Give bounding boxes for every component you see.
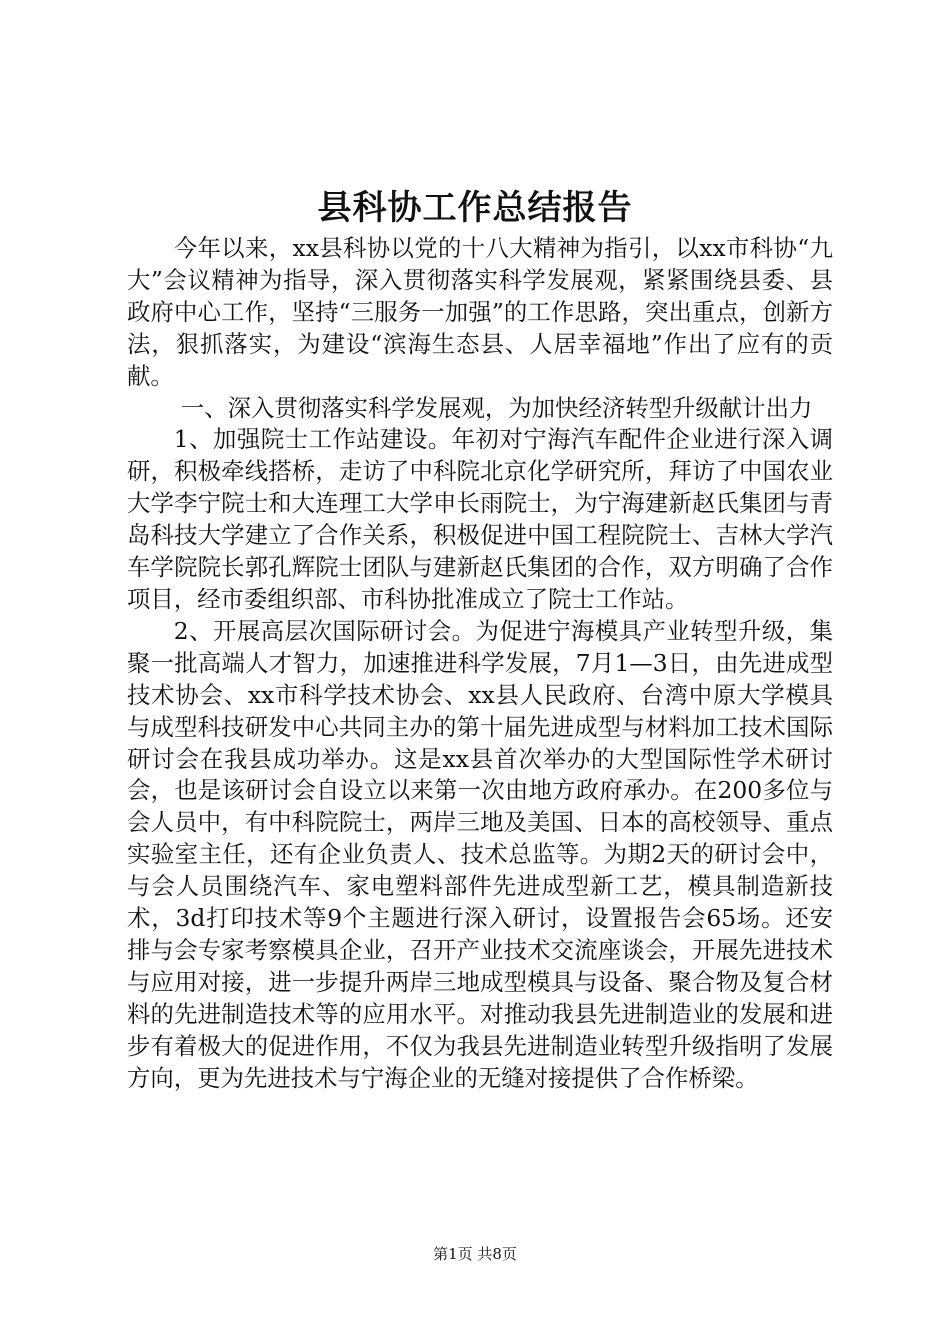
body-paragraph: 2、开展高层次国际研讨会。为促进宁海模具产业转型升级，集聚一批高端人才智力，加速推进科学发展，7月1—3日，由先进成型技术协会、xx市科学技术协会、xx县人民政府、台湾中原大学模具与成型科技研发中心共同主办的第十届先进成型与材料加工技术国际研讨会在我县成功举办。这是xx县首次举办的大型国际性学术研讨会，也是该研讨会自设立以来第一次由地方政府承办。在200多位与会人员中，有中科院院士，两岸三地及美国、日本的高校领导、重点实验室主任，还有企业负责人、技术总监等。为期2天的研讨会中，与会人员围绕汽车、家电塑料部件先进成型新工艺，模具制造新技术，3d打印技术等9个主题进行深入研讨，设置报告会65场。还安排与会专家考察模具企业，召开产业技术交流座谈会，开展先进技术与应用对接，进一步提升两岸三地成型模具与设备、聚合物及复合材料的先进制造技术等的应用水平。对推动我县先进制造业的发展和进步有着极大的促进作用，不仅为我县先进制造业转型升级指明了发展方向，更为先进技术与宁海企业的无缝对接提供了合作桥梁。 bbox=[127, 616, 833, 1092]
section-heading: 一、深入贯彻落实科学发展观，为加快经济转型升级献计出力 bbox=[180, 393, 813, 422]
document-body bbox=[127, 233, 833, 1094]
intro-paragraph: 今年以来，xx县科协以党的十八大精神为指引，以xx市科协“九大”会议精神为指导，深入贯彻落实科学发展观，紧紧围绕县委、县政府中心工作，坚持“三服务一加强”的工作思路，突出重点，创新方法，狠抓落实，为建设“滨海生态县、人居幸福地”作出了应有的贡献。 bbox=[127, 234, 833, 390]
page-number: 第1页 共8页 bbox=[433, 1245, 517, 1263]
body-paragraph: 1、加强院士工作站建设。年初对宁海汽车配件企业进行深入调研，积极牵线搭桥，走访了中科院北京化学研究所，拜访了中国农业大学李宁院士和大连理工大学申长雨院士，为宁海建新赵氏集团与青岛科技大学建立了合作关系，积极促进中国工程院院士、吉林大学汽车学院院长郭孔辉院士团队与建新赵氏集团的合作，双方明确了合作项目，经市委组织部、市科协批准成立了院士工作站。 bbox=[127, 425, 833, 613]
document-title: 县科协工作总结报告 bbox=[317, 188, 633, 228]
